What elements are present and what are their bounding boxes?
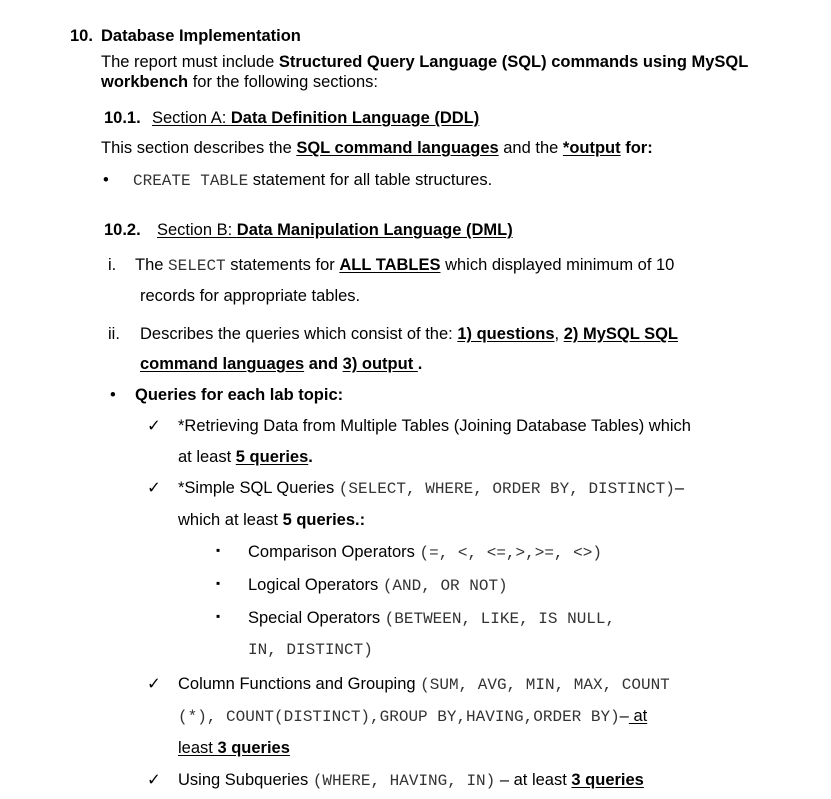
sub-item-label: Special Operators (248, 609, 385, 627)
item-ii-q2: 2) MySQL SQL (563, 325, 678, 343)
check-2-line-1 (178, 480, 684, 497)
item-ii-line-2 (140, 356, 422, 373)
bullet-icon: • (110, 386, 116, 404)
square-bullet-icon: ▪ (216, 609, 221, 623)
desc-text: This section describes the (101, 139, 297, 157)
check-4-emphasis: 3 queries (571, 771, 644, 789)
square-bullet-icon: ▪ (216, 576, 221, 590)
check-2-dash: – (674, 479, 685, 497)
check-1-line-1: *Retrieving Data from Multiple Tables (Joining Database Tables) which (178, 417, 691, 435)
code-special: (BETWEEN, LIKE, IS NULL, (384, 610, 616, 628)
create-table-text: statement for all table structures. (248, 171, 493, 189)
check-4-post: – at least (495, 771, 572, 789)
item-ii-text: Describes the queries which consist of the: (140, 325, 458, 343)
check-3-text: Column Functions and Grouping (178, 675, 421, 693)
item-ii-q3: 3) output (342, 355, 418, 373)
check-3-least: least (178, 739, 218, 757)
check-2-emphasis: 5 queries.: (282, 511, 366, 529)
intro-text: The report must include (101, 53, 279, 71)
check-icon: ✓ (147, 771, 161, 789)
square-bullet-icon: ▪ (216, 543, 221, 557)
code-logical: (AND, OR NOT) (382, 577, 508, 595)
check-4-text: Using Subqueries (178, 771, 313, 789)
code-create-table: CREATE TABLE (133, 172, 249, 190)
check-4-line (178, 772, 644, 789)
check-3-at: at (628, 707, 648, 725)
check-3-line-3 (178, 740, 290, 757)
subsection-b-number: 10.2. (104, 221, 141, 239)
item-ii-line-1 (140, 326, 678, 343)
check-icon: ✓ (147, 417, 161, 435)
subsection-b-name: Data Manipulation Language (DML) (236, 221, 513, 239)
intro-emphasis: Structured Query Language (SQL) commands using MySQL (278, 53, 749, 71)
item-i-text-mid: statements for (225, 256, 340, 274)
check-3-line-1 (178, 676, 670, 693)
code-subqueries: (WHERE, HAVING, IN) (312, 772, 496, 790)
sub-item-logical (248, 577, 508, 594)
check-icon: ✓ (147, 675, 161, 693)
list-marker-i: i. (108, 256, 117, 274)
item-ii-q1: 1) questions (457, 325, 555, 343)
list-marker-ii: ii. (108, 325, 120, 343)
item-i-text-post: which displayed minimum of 10 (440, 256, 675, 274)
sub-item-comparison (248, 544, 602, 561)
bullet-icon: • (103, 171, 109, 189)
intro-line-2 (101, 74, 378, 91)
subsection-a-title (152, 110, 479, 127)
subsection-a-number: 10.1. (104, 109, 141, 127)
check-1-emphasis: 5 queries (235, 448, 309, 466)
check-2-text-2: which at least (178, 511, 283, 529)
code-column-functions: (SUM, AVG, MIN, MAX, COUNT (420, 676, 670, 694)
item-i-text: The (135, 256, 169, 274)
check-3-dash: – (619, 707, 629, 725)
sub-item-label: Logical Operators (248, 576, 383, 594)
section-heading: Database Implementation (101, 27, 301, 45)
check-1-line-2 (178, 449, 313, 466)
check-2-line-2 (178, 512, 365, 529)
desc-text-mid: and the (498, 139, 563, 157)
intro-emphasis-2: workbench (101, 73, 189, 91)
check-1-text: at least (178, 448, 236, 466)
subsection-b-title (157, 222, 513, 239)
subsection-b-prefix: Section B: (157, 221, 237, 239)
code-special-cont: IN, DISTINCT) (248, 641, 373, 659)
check-1-end: . (308, 448, 313, 466)
desc-emphasis-2: *output (562, 139, 621, 157)
queries-title: Queries for each lab topic: (135, 386, 344, 404)
intro-text-2: for the following sections: (188, 73, 378, 91)
check-3-line-2 (178, 708, 647, 725)
subsection-a-description (101, 140, 653, 157)
code-simple-sql: (SELECT, WHERE, ORDER BY, DISTINCT) (338, 480, 675, 498)
check-icon: ✓ (147, 479, 161, 497)
item-ii-end: . (417, 355, 423, 373)
desc-end: for: (620, 139, 653, 157)
create-table-item (133, 172, 492, 189)
item-ii-and: and (304, 355, 343, 373)
code-comparison: (=, <, <=,>,>=, <>) (419, 544, 602, 562)
subsection-a-name: Data Definition Language (DDL) (230, 109, 480, 127)
sub-item-special (248, 610, 615, 627)
item-ii-sep: , (554, 325, 564, 343)
item-i-line-2: records for appropriate tables. (140, 287, 361, 305)
item-i-line-1 (135, 257, 674, 274)
intro-line-1 (101, 54, 748, 71)
desc-emphasis-1: SQL command languages (296, 139, 499, 157)
check-2-text: *Simple SQL Queries (178, 479, 339, 497)
item-ii-q2-cont: command languages (140, 355, 305, 373)
sub-item-label: Comparison Operators (248, 543, 420, 561)
subsection-a-prefix: Section A: (152, 109, 231, 127)
section-number: 10. (70, 27, 93, 45)
code-column-functions-cont: (*), COUNT(DISTINCT),GROUP BY,HAVING,ORDER BY) (178, 708, 620, 726)
check-3-emphasis: 3 queries (217, 739, 290, 757)
code-select: SELECT (168, 257, 226, 275)
item-i-emphasis: ALL TABLES (339, 256, 441, 274)
